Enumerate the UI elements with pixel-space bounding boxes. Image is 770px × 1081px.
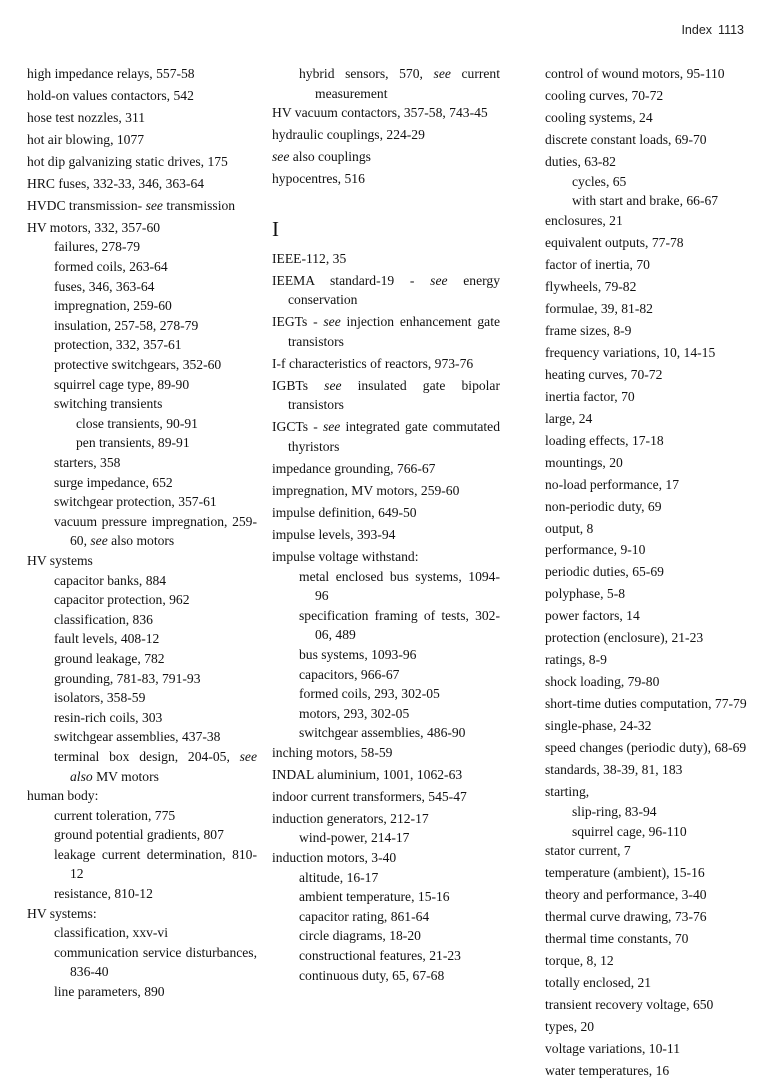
- index-entry: [27, 551, 257, 571]
- entry-text-after: transmission: [162, 197, 236, 213]
- entry-text: wind-power, 214-17: [299, 830, 410, 846]
- entry-text: ground potential gradients, 807: [54, 827, 224, 843]
- entry-text: capacitor rating, 861-64: [299, 908, 430, 924]
- entry-text: ambient temperature, 15-16: [299, 889, 450, 905]
- index-entry: [545, 760, 748, 780]
- index-entry: [272, 354, 500, 374]
- entry-text: types, 20: [545, 1018, 595, 1034]
- index-entry: [545, 995, 748, 1015]
- entry-text-after: insulated gate bipolar transistors: [288, 377, 500, 413]
- index-subentry: [272, 606, 500, 645]
- index-entry: [545, 343, 748, 363]
- index-subentry: [27, 355, 257, 375]
- entry-text: cycles, 65: [572, 173, 627, 189]
- index-entry: [27, 152, 257, 172]
- page-header: [675, 23, 744, 37]
- index-entry: [545, 497, 748, 517]
- entry-text: output, 8: [545, 520, 594, 536]
- entry-text: induction generators, 212-17: [272, 810, 429, 826]
- entry-text: switchgear assemblies, 437-38: [54, 729, 221, 745]
- index-entry: [545, 584, 748, 604]
- entry-text: cooling curves, 70-72: [545, 87, 664, 103]
- index-entry: [545, 672, 748, 692]
- entry-text: control of wound motors, 95-110: [545, 66, 725, 81]
- entry-text: leakage current determination, 810-12: [54, 846, 257, 882]
- entry-text-after: also couplings: [289, 149, 371, 165]
- index-entry: [545, 694, 748, 714]
- index-subentry: [27, 845, 257, 884]
- index-subentry: [27, 433, 257, 453]
- index-subentry: [27, 316, 257, 336]
- entry-text: indoor current transformers, 545-47: [272, 788, 467, 804]
- entry-text: high impedance relays, 557-58: [27, 66, 195, 81]
- index-subentry: [272, 926, 500, 946]
- index-entry: [545, 650, 748, 670]
- index-subentry: [272, 704, 500, 724]
- entry-text: impregnation, MV motors, 259-60: [272, 483, 460, 498]
- entry-text: fuses, 346, 363-64: [54, 278, 155, 294]
- entry-text: IGBTs: [272, 377, 325, 393]
- index-entry: [545, 738, 748, 758]
- entry-text: HV systems: [27, 552, 93, 568]
- index-entry: [272, 503, 500, 523]
- entry-text: squirrel cage type, 89-90: [54, 376, 190, 392]
- entry-text: insulation, 257-58, 278-79: [54, 317, 199, 333]
- index-entry: [27, 174, 257, 194]
- index-entry: [272, 376, 500, 415]
- index-subentry: [27, 237, 257, 257]
- entry-text: totally enclosed, 21: [545, 975, 652, 990]
- entry-text: speed changes (periodic duty), 68-69: [545, 740, 747, 756]
- index-subentry: [27, 669, 257, 689]
- entry-text: I-f characteristics of reactors, 973-76: [272, 355, 474, 371]
- index-entry: [545, 299, 748, 319]
- index-subentry: [27, 335, 257, 355]
- index-subentry: [272, 665, 500, 685]
- index-entry: [545, 1039, 748, 1059]
- index-entry: [545, 365, 748, 385]
- index-entry: [272, 125, 500, 145]
- index-subentry: [272, 946, 500, 966]
- index-entry: [272, 459, 500, 479]
- entry-text: switchgear assemblies, 486-90: [299, 725, 466, 741]
- index-subentry: [27, 590, 257, 610]
- entry-text: close transients, 90-91: [76, 415, 198, 431]
- entry-text: frequency variations, 10, 14-15: [545, 344, 716, 360]
- index-subentry: [272, 966, 500, 986]
- index-subentry: [27, 453, 257, 473]
- index-subentry: [27, 629, 257, 649]
- index-entry: [545, 475, 748, 495]
- entry-text: capacitors, 966-67: [299, 666, 400, 682]
- index-subentry: [27, 492, 257, 512]
- entry-text: thermal time constants, 70: [545, 931, 689, 947]
- index-entry: [545, 277, 748, 297]
- index-entry: [545, 64, 748, 84]
- index-subentry: [27, 394, 257, 414]
- entry-text: standards, 38-39, 81, 183: [545, 762, 683, 778]
- index-entry: [545, 951, 748, 971]
- index-entry: [27, 86, 257, 106]
- index-entry: [545, 973, 748, 993]
- see-reference: see: [323, 314, 341, 330]
- see-reference: see: [322, 419, 341, 435]
- index-entry: [545, 108, 748, 128]
- entry-text-after: current measurement: [315, 66, 501, 101]
- entry-text: classification, 836: [54, 611, 153, 627]
- entry-text: constructional features, 21-23: [299, 948, 461, 963]
- entry-text: formed coils, 293, 302-05: [299, 686, 440, 702]
- index-subentry: [27, 884, 257, 904]
- entry-text-after: also motors: [107, 533, 175, 549]
- entry-text: HRC fuses, 332-33, 346, 363-64: [27, 175, 205, 191]
- index-entry: [272, 103, 500, 123]
- index-entry: [272, 417, 500, 456]
- entry-text: metal enclosed bus systems, 1094-96: [299, 568, 500, 604]
- index-subentry: [272, 64, 500, 103]
- entry-text: circle diagrams, 18-20: [299, 928, 421, 944]
- entry-text: IEGTs -: [272, 314, 324, 330]
- entry-text: with start and brake, 66-67: [572, 193, 719, 209]
- entry-text: resin-rich coils, 303: [54, 709, 163, 725]
- entry-text: flywheels, 79-82: [545, 278, 637, 294]
- entry-text: ratings, 8-9: [545, 652, 607, 668]
- entry-text: grounding, 781-83, 791-93: [54, 670, 201, 686]
- index-subentry: [545, 822, 748, 842]
- entry-text: discrete constant loads, 69-70: [545, 131, 707, 147]
- index-entry: [272, 147, 500, 167]
- index-subentry: [27, 277, 257, 297]
- entry-text: torque, 8, 12: [545, 953, 614, 969]
- entry-text: current toleration, 775: [54, 807, 176, 823]
- entry-text: voltage variations, 10-11: [545, 1040, 681, 1056]
- entry-text: no-load performance, 17: [545, 476, 679, 492]
- index-subentry: [27, 257, 257, 277]
- index-subentry: [27, 825, 257, 845]
- entry-text: heating curves, 70-72: [545, 366, 663, 382]
- index-entry: [545, 321, 748, 341]
- entry-text: isolators, 358-59: [54, 690, 146, 706]
- entry-text: hydraulic couplings, 224-29: [272, 127, 425, 143]
- entry-text: surge impedance, 652: [54, 474, 173, 490]
- index-column-3: [545, 64, 748, 1081]
- entry-text: line parameters, 890: [54, 984, 165, 1000]
- entry-text: protection, 332, 357-61: [54, 337, 182, 353]
- entry-text: periodic duties, 65-69: [545, 564, 664, 580]
- index-entry: [272, 765, 500, 785]
- index-entry: [545, 86, 748, 106]
- entry-text: mountings, 20: [545, 454, 623, 470]
- entry-text: inching motors, 58-59: [272, 744, 393, 760]
- index-entry: [272, 169, 500, 189]
- index-subentry: [27, 649, 257, 669]
- index-entry: [545, 841, 748, 861]
- index-subentry: [27, 296, 257, 316]
- index-entry: [545, 1017, 748, 1037]
- entry-text: bus systems, 1093-96: [299, 646, 417, 662]
- index-subentry: [27, 375, 257, 395]
- index-entry: [545, 885, 748, 905]
- entry-text: power factors, 14: [545, 608, 640, 624]
- index-subentry: [272, 567, 500, 606]
- entry-text-after: energy conservation: [288, 272, 500, 308]
- entry-text: switchgear protection, 357-61: [54, 494, 217, 510]
- entry-text-after: MV motors: [92, 768, 159, 784]
- entry-text: terminal box design, 204-05,: [54, 748, 240, 764]
- index-entry: [272, 271, 500, 310]
- index-subentry: [27, 708, 257, 728]
- entry-text: hold-on values contactors, 542: [27, 87, 194, 103]
- entry-text: large, 24: [545, 410, 593, 426]
- entry-text: classification, xxv-vi: [54, 925, 169, 941]
- index-subentry: [27, 512, 257, 551]
- entry-text: protective switchgears, 352-60: [54, 357, 222, 373]
- index-entry: [545, 562, 748, 582]
- entry-text: frame sizes, 8-9: [545, 322, 632, 338]
- index-subentry: [27, 943, 257, 982]
- index-entry: [545, 233, 748, 253]
- index-entry: [272, 312, 500, 351]
- entry-text: IEEMA standard-19 -: [272, 272, 431, 288]
- entry-text: fault levels, 408-12: [54, 631, 160, 647]
- index-subentry: [272, 887, 500, 907]
- entry-text: vacuum pressure impregnation, 259-60,: [54, 513, 257, 549]
- see-reference: see: [324, 377, 342, 393]
- entry-text: motors, 293, 302-05: [299, 705, 410, 721]
- entry-text: failures, 278-79: [54, 239, 141, 255]
- index-entry: [545, 863, 748, 883]
- section-letter: I: [272, 216, 279, 241]
- see-reference: see: [433, 66, 451, 81]
- entry-text: impregnation, 259-60: [54, 298, 172, 314]
- index-entry: [545, 387, 748, 407]
- entry-text: human body:: [27, 788, 99, 804]
- entry-text: induction motors, 3-40: [272, 850, 397, 866]
- entry-text: communication service disturbances, 836-40: [54, 944, 257, 980]
- index-subentry: [545, 802, 748, 822]
- index-subentry: [272, 868, 500, 888]
- entry-text: non-periodic duty, 69: [545, 498, 662, 514]
- entry-text: cooling systems, 24: [545, 109, 653, 125]
- index-subentry: [27, 610, 257, 630]
- see-reference: see: [145, 197, 163, 213]
- entry-text: loading effects, 17-18: [545, 432, 664, 448]
- index-subentry: [27, 473, 257, 493]
- index-subentry: [27, 727, 257, 747]
- index-entry: [545, 255, 748, 275]
- entry-text: shock loading, 79-80: [545, 674, 660, 690]
- entry-text: stator current, 7: [545, 843, 631, 859]
- entry-text: short-time duties computation, 77-79: [545, 696, 747, 712]
- entry-text: hot dip galvanizing static drives, 175: [27, 153, 228, 169]
- entry-text: HV motors, 332, 357-60: [27, 219, 161, 235]
- entry-text: water temperatures, 16: [545, 1062, 670, 1078]
- index-subentry: [27, 688, 257, 708]
- index-entry: [27, 904, 257, 924]
- index-entry: [545, 606, 748, 626]
- entry-text: HV vacuum contactors, 357-58, 743-45: [272, 105, 488, 121]
- entry-text: protection (enclosure), 21-23: [545, 630, 704, 646]
- entry-text: resistance, 810-12: [54, 886, 153, 902]
- index-subentry: [27, 806, 257, 826]
- entry-text: single-phase, 24-32: [545, 718, 652, 734]
- index-entry: [545, 211, 748, 231]
- entry-text-after: integrated gate commutated thyristors: [288, 419, 500, 455]
- see-reference: see also: [70, 748, 257, 784]
- index-entry: [27, 196, 257, 216]
- index-subentry: [27, 414, 257, 434]
- entry-text: hot air blowing, 1077: [27, 131, 145, 147]
- index-entry: [545, 453, 748, 473]
- index-entry: [545, 130, 748, 150]
- entry-text: IEEE-112, 35: [272, 250, 347, 266]
- index-subentry: [27, 923, 257, 943]
- entry-text: starting,: [545, 784, 590, 800]
- index-column-1: [27, 64, 257, 1002]
- entry-text: capacitor protection, 962: [54, 592, 190, 608]
- index-subentry: [27, 747, 257, 786]
- index-entry: [272, 787, 500, 807]
- see-reference: see: [272, 149, 290, 165]
- entry-text: squirrel cage, 96-110: [572, 823, 687, 839]
- entry-text: hypocentres, 516: [272, 171, 365, 187]
- index-entry: [272, 743, 500, 763]
- entry-text: continuous duty, 65, 67-68: [299, 967, 445, 983]
- index-subentry: [545, 172, 748, 192]
- entry-text: starters, 358: [54, 455, 121, 471]
- index-subentry: [272, 684, 500, 704]
- index-entry: [272, 848, 500, 868]
- entry-text: switching transients: [54, 396, 163, 412]
- index-label: Index: [681, 23, 713, 37]
- entry-text: impedance grounding, 766-67: [272, 461, 436, 477]
- index-entry: [545, 907, 748, 927]
- entry-text: theory and performance, 3-40: [545, 887, 707, 903]
- see-reference: see: [90, 533, 108, 549]
- index-entry: [272, 249, 500, 269]
- index-entry: [545, 716, 748, 736]
- entry-text: HV systems:: [27, 905, 97, 921]
- page-number: 1113: [718, 23, 744, 37]
- entry-text: duties, 63-82: [545, 153, 616, 169]
- index-entry: [545, 540, 748, 560]
- entry-text: formulae, 39, 81-82: [545, 300, 653, 316]
- entry-text: formed coils, 263-64: [54, 259, 168, 275]
- entry-text: factor of inertia, 70: [545, 256, 650, 272]
- index-entry: [27, 786, 257, 806]
- entry-text: ground leakage, 782: [54, 650, 165, 666]
- index-entry: [27, 218, 257, 238]
- index-column-2: [272, 64, 500, 985]
- entry-text: impulse levels, 393-94: [272, 526, 396, 542]
- index-entry: [27, 64, 257, 84]
- entry-text: impulse definition, 649-50: [272, 504, 417, 520]
- entry-text: specification framing of tests, 302-06, 489: [299, 607, 500, 643]
- entry-text: performance, 9-10: [545, 542, 646, 558]
- entry-text: INDAL aluminium, 1001, 1062-63: [272, 766, 463, 782]
- entry-text: IGCTs -: [272, 419, 323, 435]
- index-entry: [272, 525, 500, 545]
- index-entry: [27, 108, 257, 128]
- index-entry: [545, 1061, 748, 1081]
- entry-text-after: injection enhancement gate transistors: [288, 314, 501, 349]
- entry-text: enclosures, 21: [545, 212, 623, 228]
- entry-text: temperature (ambient), 15-16: [545, 865, 705, 881]
- index-subentry: [272, 723, 500, 743]
- see-reference: see: [430, 272, 448, 288]
- entry-text: transient recovery voltage, 650: [545, 996, 714, 1012]
- index-entry: [545, 782, 748, 802]
- index-entry: [545, 519, 748, 539]
- index-subentry: [27, 982, 257, 1002]
- index-subentry: [545, 191, 748, 211]
- index-entry: [545, 431, 748, 451]
- index-subentry: [272, 828, 500, 848]
- entry-text: thermal curve drawing, 73-76: [545, 909, 707, 925]
- entry-text: impulse voltage withstand:: [272, 548, 419, 564]
- index-subentry: [27, 571, 257, 591]
- index-entry: [545, 929, 748, 949]
- index-entry: [272, 547, 500, 567]
- entry-text: inertia factor, 70: [545, 388, 635, 404]
- entry-text: polyphase, 5-8: [545, 586, 626, 602]
- entry-text: equivalent outputs, 77-78: [545, 234, 684, 250]
- index-subentry: [272, 645, 500, 665]
- entry-text: pen transients, 89-91: [76, 435, 190, 451]
- entry-text: hybrid sensors, 570,: [299, 66, 434, 81]
- index-entry: [272, 809, 500, 829]
- index-entry: [272, 481, 500, 501]
- index-entry: [545, 152, 748, 172]
- entry-text: altitude, 16-17: [299, 869, 379, 885]
- index-entry: [545, 628, 748, 648]
- index-entry: [27, 130, 257, 150]
- entry-text: HVDC transmission-: [27, 197, 146, 213]
- entry-text: capacitor banks, 884: [54, 572, 167, 588]
- entry-text: hose test nozzles, 311: [27, 109, 146, 125]
- entry-text: slip-ring, 83-94: [572, 803, 657, 819]
- index-subentry: [272, 907, 500, 927]
- index-entry: [545, 409, 748, 429]
